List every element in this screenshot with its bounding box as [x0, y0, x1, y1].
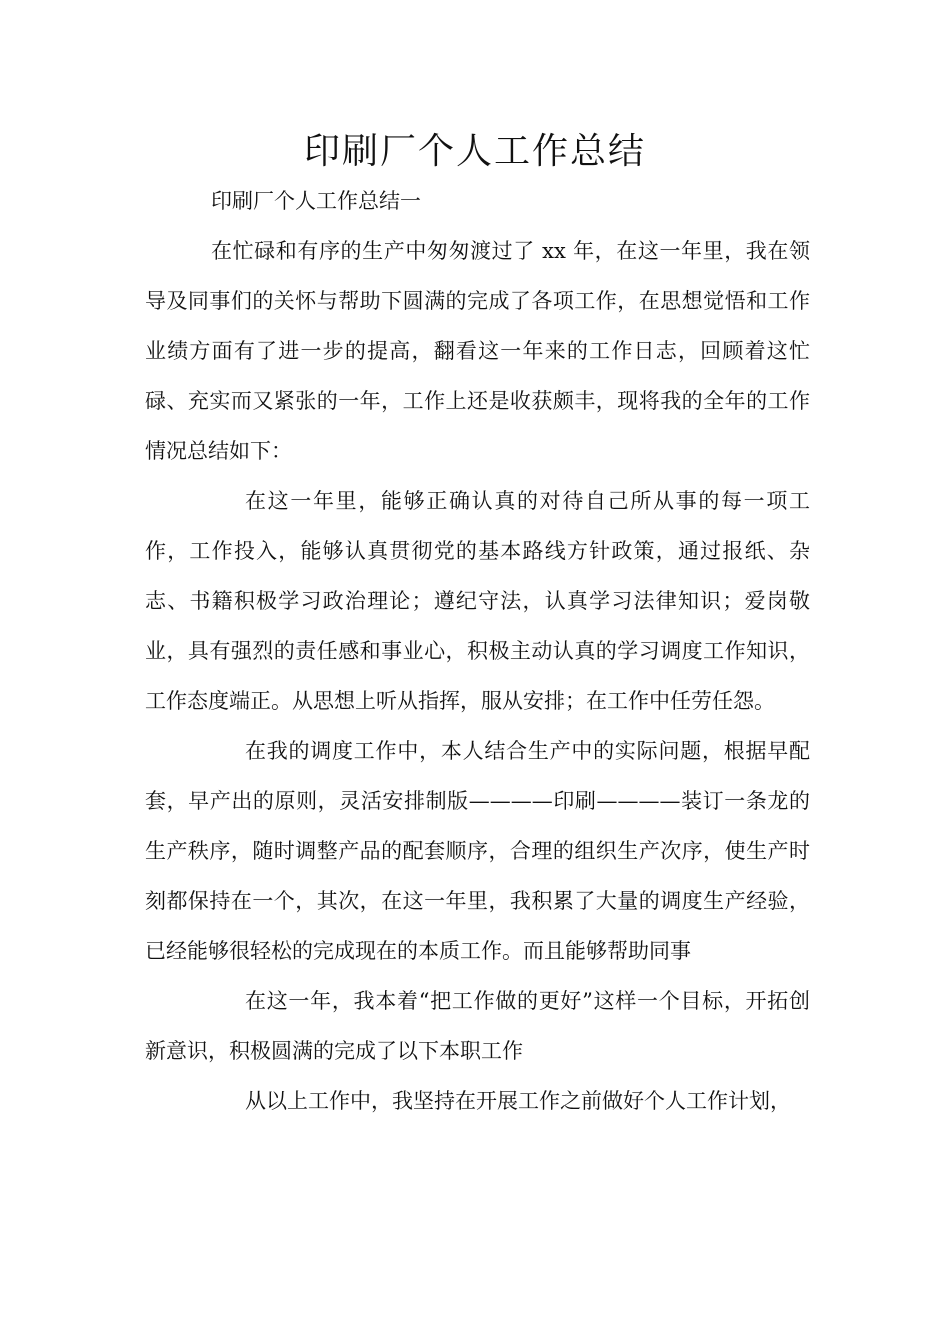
- document-body: [145, 176, 810, 1126]
- paragraph-4: 在这一年，我本着“把工作做的更好”这样一个目标，开拓创新意识，积极圆满的完成了以下本职工作: [145, 989, 810, 1063]
- paragraph-2: 在这一年里，能够正确认真的对待自己所从事的每一项工作，工作投入，能够认真贯彻党的基本路线方针政策，通过报纸、杂志、书籍积极学习政治理论；遵纪守法，认真学习法律知识；爱岗敬业，具有强烈的责任感和事业心，积极主动认真的学习调度工作知识，工作态度端正。从思想上听从指挥，服从安排；在工作中任劳任怨。: [145, 489, 810, 713]
- document-title: 印刷厂个人工作总结: [303, 131, 646, 172]
- section-subtitle: 印刷厂个人工作总结一: [211, 189, 421, 213]
- paragraph-3: 在我的调度工作中，本人结合生产中的实际问题，根据早配套，早产出的原则，灵活安排制版————印刷————装订一条龙的生产秩序，随时调整产品的配套顺序，合理的组织生产次序，使生产时刻都保持在一个，其次，在这一年里，我积累了大量的调度生产经验，已经能够很轻松的完成现在的本质工作。而且能够帮助同事: [145, 739, 810, 963]
- paragraph-5: 从以上工作中，我坚持在开展工作之前做好个人工作计划，: [245, 1089, 791, 1113]
- paragraph-1: 在忙碌和有序的生产中匆匆渡过了 xx 年，在这一年里，我在领导及同事们的关怀与帮助下圆满的完成了各项工作，在思想觉悟和工作业绩方面有了进一步的提高，翻看这一年来的工作日志，回顾着这忙碌、充实而又紧张的一年，工作上还是收获颇丰，现将我的全年的工作情况总结如下：: [145, 239, 810, 463]
